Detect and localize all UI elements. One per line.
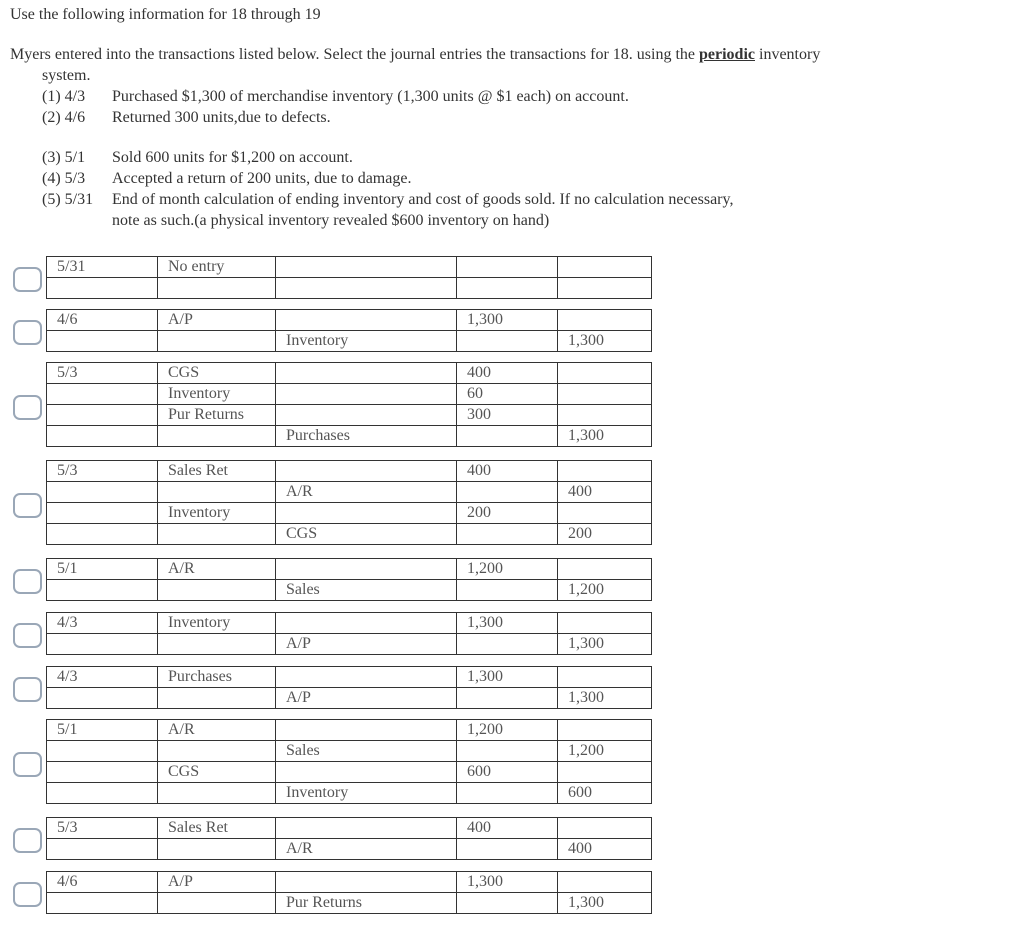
debit-amount-cell [457,688,558,709]
journal-row [47,482,652,503]
date-cell [47,524,158,545]
credit-amount-cell [558,503,652,524]
credit-account-cell [276,405,457,426]
journal-row [47,580,652,601]
journal-entry-option [46,362,652,447]
journal-entry-option [46,817,652,860]
transaction-item-continued [42,210,1010,231]
credit-account-cell [276,667,457,688]
transaction-list-2 [42,147,1010,231]
debit-account-cell: CGS [158,363,276,384]
credit-account-cell [276,278,457,299]
journal-row [47,363,652,384]
credit-account-cell: Inventory [276,331,457,352]
journal-row [47,783,652,804]
debit-account-cell: Pur Returns [158,405,276,426]
debit-account-cell: Inventory [158,503,276,524]
date-cell [47,688,158,709]
date-cell: 5/1 [47,720,158,741]
transaction-item [42,147,1010,168]
journal-row [47,461,652,482]
debit-account-cell: Purchases [158,667,276,688]
journal-entry-option [46,666,652,709]
debit-account-cell: CGS [158,762,276,783]
journal-row [47,310,652,331]
debit-account-cell: A/P [158,310,276,331]
credit-account-cell: Inventory [276,783,457,804]
debit-account-cell [158,688,276,709]
transaction-number: (1) 4/3 [42,88,86,105]
credit-amount-cell [558,872,652,893]
credit-account-cell: A/P [276,688,457,709]
credit-account-cell [276,461,457,482]
intro-line-2: system. [42,67,91,84]
credit-account-cell [276,310,457,331]
debit-account-cell [158,634,276,655]
debit-account-cell: Sales Ret [158,818,276,839]
debit-account-cell [158,524,276,545]
date-cell [47,503,158,524]
debit-amount-cell: 1,300 [457,872,558,893]
debit-account-cell [158,741,276,762]
debit-amount-cell [457,783,558,804]
debit-account-cell [158,580,276,601]
transaction-text: Returned 300 units,due to defects. [112,109,331,126]
journal-row [47,872,652,893]
journal-entry-option [46,612,652,655]
credit-account-cell [276,503,457,524]
credit-amount-cell [558,762,652,783]
credit-account-cell [276,363,457,384]
credit-account-cell [276,559,457,580]
date-cell [47,893,158,914]
debit-amount-cell: 300 [457,405,558,426]
credit-account-cell [276,384,457,405]
credit-account-cell: Purchases [276,426,457,447]
debit-account-cell [158,482,276,503]
debit-amount-cell: 1,200 [457,559,558,580]
journal-row [47,634,652,655]
intro-text-after: inventory [755,46,821,63]
debit-amount-cell: 400 [457,461,558,482]
date-cell [47,839,158,860]
debit-amount-cell [457,524,558,545]
debit-account-cell [158,331,276,352]
debit-account-cell: Inventory [158,613,276,634]
transaction-item [42,107,1010,128]
debit-amount-cell [457,580,558,601]
intro-highlight: periodic [699,46,755,63]
credit-amount-cell: 1,300 [558,331,652,352]
debit-amount-cell [457,257,558,278]
date-cell [47,741,158,762]
debit-amount-cell [457,893,558,914]
date-cell [47,405,158,426]
date-cell [47,278,158,299]
debit-account-cell [158,783,276,804]
transaction-number: (4) 5/3 [42,170,86,187]
date-cell [47,384,158,405]
journal-row [47,426,652,447]
credit-amount-cell [558,613,652,634]
credit-amount-cell [558,818,652,839]
transaction-text: Sold 600 units for $1,200 on account. [112,149,353,166]
journal-row [47,405,652,426]
credit-amount-cell [558,384,652,405]
question-title: Use the following information for 18 through 19 [10,6,321,23]
journal-row [47,559,652,580]
credit-amount-cell [558,461,652,482]
date-cell: 4/3 [47,667,158,688]
credit-amount-cell: 1,200 [558,580,652,601]
transaction-number: (5) 5/31 [42,191,94,208]
debit-account-cell [158,426,276,447]
transaction-item [42,168,1010,189]
debit-account-cell: No entry [158,257,276,278]
credit-account-cell [276,257,457,278]
transaction-text: note as such.(a physical inventory revealed $600 inventory on hand) [112,212,550,229]
question-intro [10,44,1010,86]
journal-row [47,331,652,352]
credit-account-cell [276,872,457,893]
date-cell [47,331,158,352]
debit-account-cell [158,278,276,299]
debit-account-cell: A/R [158,720,276,741]
debit-account-cell: A/P [158,872,276,893]
credit-amount-cell [558,278,652,299]
credit-amount-cell [558,405,652,426]
journal-row [47,278,652,299]
debit-amount-cell: 1,300 [457,613,558,634]
journal-entry-option [46,460,652,545]
credit-account-cell: Sales [276,741,457,762]
journal-row [47,818,652,839]
debit-amount-cell [457,634,558,655]
credit-account-cell: A/R [276,482,457,503]
journal-entry-option [46,558,652,601]
debit-account-cell: Inventory [158,384,276,405]
debit-amount-cell: 1,300 [457,310,558,331]
option-checkbox[interactable] [13,320,42,345]
credit-amount-cell: 600 [558,783,652,804]
transaction-text: Purchased $1,300 of merchandise inventory (1,300 units @ $1 each) on account. [112,88,629,105]
debit-amount-cell: 1,300 [457,667,558,688]
date-cell [47,426,158,447]
journal-row [47,762,652,783]
question-header [10,4,1010,231]
journal-entry-option [46,256,652,299]
credit-account-cell: Pur Returns [276,893,457,914]
journal-entry-option [46,871,652,914]
debit-amount-cell: 200 [457,503,558,524]
journal-entry-option [46,719,652,804]
debit-account-cell [158,893,276,914]
credit-amount-cell: 400 [558,482,652,503]
debit-account-cell: Sales Ret [158,461,276,482]
debit-account-cell: A/R [158,559,276,580]
credit-amount-cell: 1,200 [558,741,652,762]
journal-row [47,688,652,709]
option-checkbox[interactable] [13,752,42,777]
debit-amount-cell [457,741,558,762]
date-cell [47,762,158,783]
option-checkbox[interactable] [13,395,42,420]
debit-amount-cell [457,839,558,860]
transaction-number: (2) 4/6 [42,109,86,126]
credit-amount-cell: 1,300 [558,688,652,709]
credit-account-cell: A/P [276,634,457,655]
credit-amount-cell [558,310,652,331]
date-cell [47,580,158,601]
date-cell: 5/3 [47,461,158,482]
journal-entry-option [46,309,652,352]
credit-account-cell [276,720,457,741]
debit-amount-cell [457,278,558,299]
credit-amount-cell: 1,300 [558,426,652,447]
date-cell [47,482,158,503]
credit-amount-cell [558,257,652,278]
date-cell: 5/1 [47,559,158,580]
credit-amount-cell [558,559,652,580]
credit-account-cell: A/R [276,839,457,860]
journal-row [47,524,652,545]
option-checkbox[interactable] [13,267,42,292]
debit-amount-cell: 1,200 [457,720,558,741]
debit-account-cell [158,839,276,860]
debit-amount-cell: 400 [457,818,558,839]
date-cell [47,783,158,804]
credit-account-cell: Sales [276,580,457,601]
date-cell: 4/6 [47,310,158,331]
date-cell: 5/3 [47,363,158,384]
credit-account-cell: CGS [276,524,457,545]
transaction-text: Accepted a return of 200 units, due to damage. [112,170,412,187]
date-cell: 4/3 [47,613,158,634]
journal-row [47,741,652,762]
option-checkbox[interactable] [13,882,42,907]
journal-row [47,893,652,914]
credit-amount-cell [558,720,652,741]
journal-row [47,720,652,741]
debit-amount-cell [457,331,558,352]
date-cell: 5/31 [47,257,158,278]
credit-amount-cell: 1,300 [558,893,652,914]
transaction-number: (3) 5/1 [42,149,86,166]
journal-row [47,503,652,524]
credit-amount-cell [558,667,652,688]
transaction-text: End of month calculation of ending inventory and cost of goods sold. If no calculation necessary, [112,191,734,208]
intro-text: Myers entered into the transactions listed below. Select the journal entries the transactions for 18. using the [10,46,699,63]
date-cell [47,634,158,655]
credit-amount-cell: 200 [558,524,652,545]
transaction-item [42,189,1010,210]
debit-amount-cell [457,426,558,447]
journal-row [47,839,652,860]
date-cell: 5/3 [47,818,158,839]
debit-amount-cell [457,482,558,503]
transaction-item [42,86,1010,107]
credit-amount-cell: 400 [558,839,652,860]
option-checkbox[interactable] [13,828,42,853]
intro-line-1 [10,44,1010,65]
date-cell: 4/6 [47,872,158,893]
option-checkbox[interactable] [13,493,42,518]
credit-account-cell [276,613,457,634]
debit-amount-cell: 600 [457,762,558,783]
credit-account-cell [276,762,457,783]
option-checkbox[interactable] [13,677,42,702]
journal-row [47,384,652,405]
journal-row [47,613,652,634]
debit-amount-cell: 60 [457,384,558,405]
journal-row [47,667,652,688]
option-checkbox[interactable] [13,623,42,648]
journal-row [47,257,652,278]
credit-amount-cell [558,363,652,384]
option-checkbox[interactable] [13,569,42,594]
credit-amount-cell: 1,300 [558,634,652,655]
transaction-list-1 [42,86,1010,128]
credit-account-cell [276,818,457,839]
debit-amount-cell: 400 [457,363,558,384]
